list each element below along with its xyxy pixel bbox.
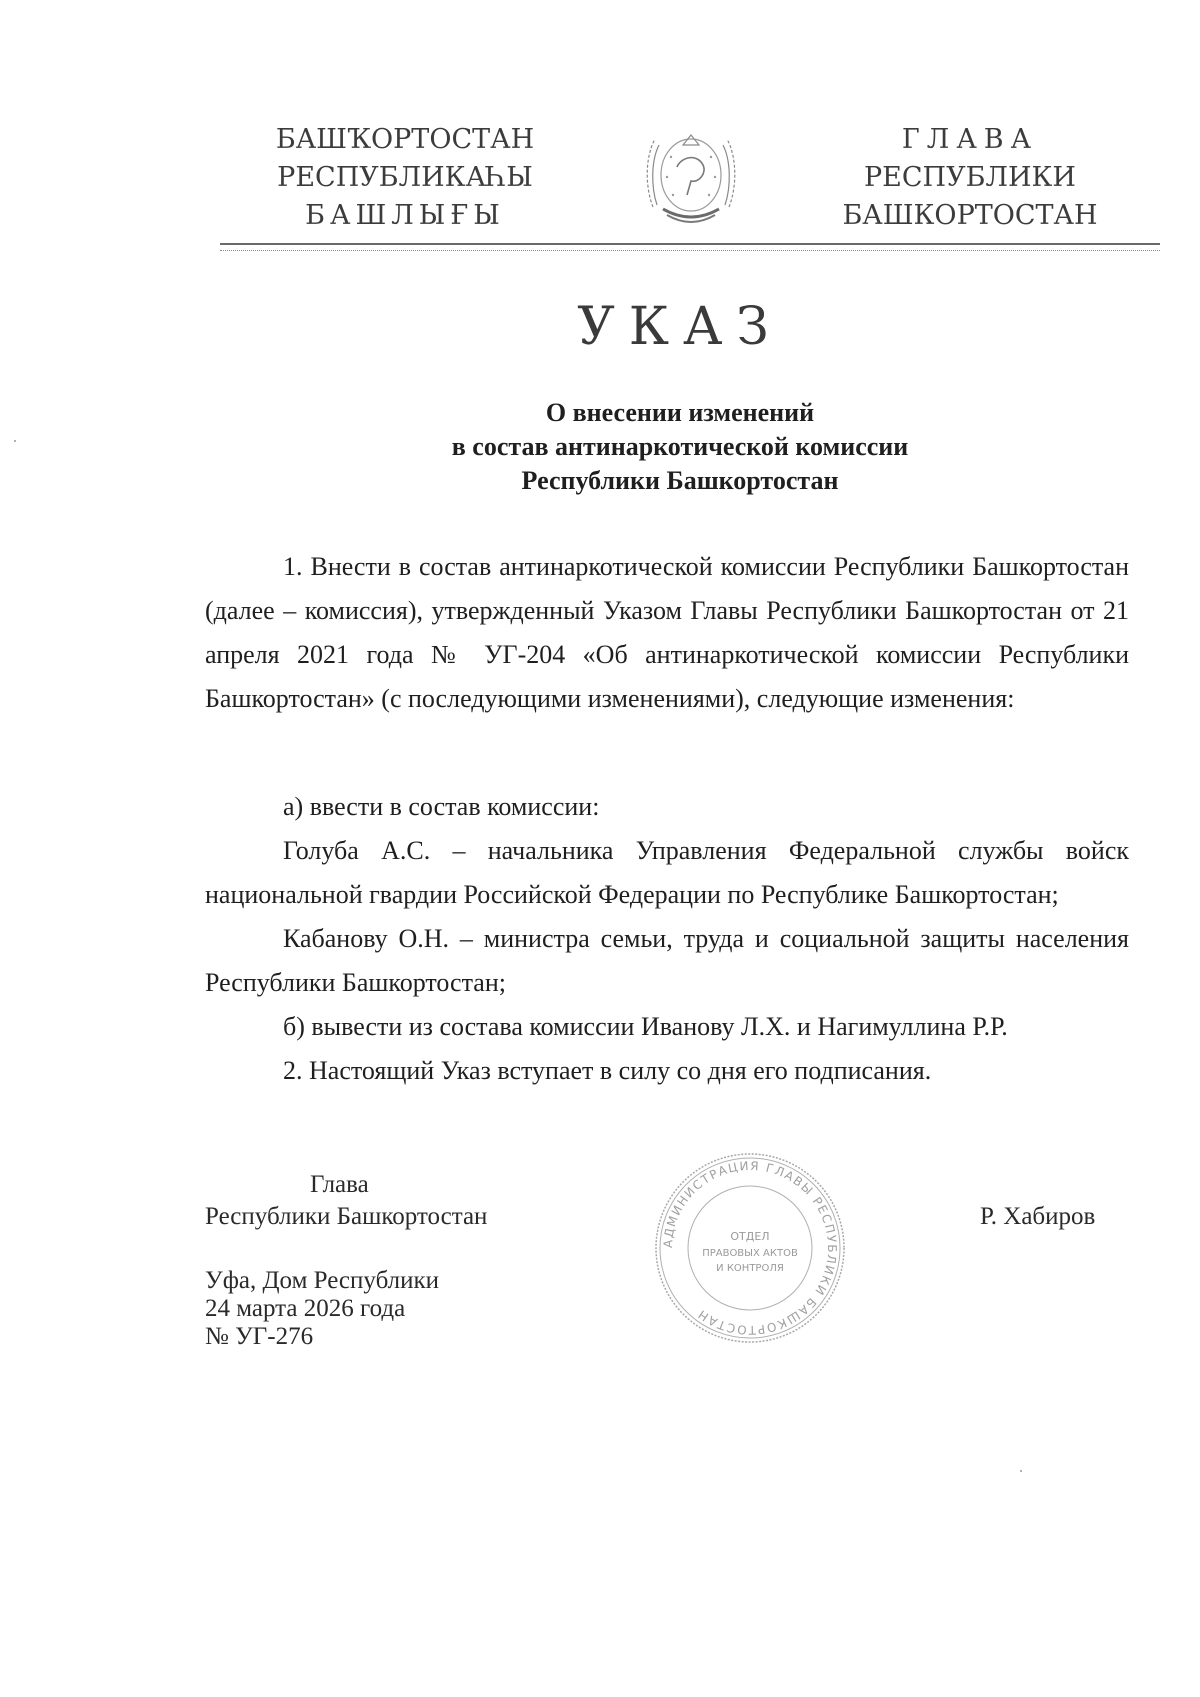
header-right-russian bbox=[820, 121, 1120, 235]
signing-place: Уфа, Дом Республики bbox=[205, 1267, 440, 1294]
decree-number: № УГ-276 bbox=[205, 1323, 314, 1350]
scan-speck bbox=[1020, 1470, 1022, 1472]
signatory-name: Р. Хабиров bbox=[980, 1203, 1096, 1230]
stamp-ring-text: АДМИНИСТРАЦИЯ ГЛАВЫ РЕСПУБЛИКИ БАШКОРТОСТАН bbox=[660, 1158, 840, 1338]
body-paragraph-1: 1. Внести в состав антинаркотической комиссии Республики Башкортостан (далее – комиссия), утвержденный Указом Главы Республики Башкортостан от 21 апреля 2021 года № УГ-204 «Об антинаркотической комиссии Республики Башкортостан» (с последующими изменениями), следующие изменения: bbox=[205, 552, 1129, 713]
header-left-bashkir bbox=[250, 121, 560, 235]
header-right-line-2: РЕСПУБЛИКИ bbox=[864, 162, 1076, 193]
subject-line-3: Республики Башкортостан bbox=[521, 466, 839, 495]
republic-coat-of-arms-icon bbox=[641, 117, 741, 235]
signatory-title-line-1: Глава bbox=[310, 1171, 369, 1198]
official-stamp bbox=[650, 1148, 850, 1348]
subject-line-2: в состав антинаркотической комиссии bbox=[451, 432, 909, 461]
header-right-line-1: ГЛАВА bbox=[901, 124, 1039, 155]
item-b: б) вывести из состава комиссии Иванову Л.Х. и Нагимуллина Р.Р. bbox=[283, 1012, 1008, 1041]
scan-speck bbox=[14, 440, 16, 442]
document-subject bbox=[320, 396, 1040, 498]
signatory-title-line-2: Республики Башкортостан bbox=[205, 1203, 488, 1230]
subject-line-1: О внесении изменений bbox=[545, 398, 815, 427]
header-left-line-2: РЕСПУБЛИКАҺЫ bbox=[277, 162, 533, 193]
item-2: 2. Настоящий Указ вступает в силу со дня его подписания. bbox=[283, 1056, 932, 1085]
document-type-title: УКАЗ bbox=[577, 297, 783, 357]
item-a: а) ввести в состав комиссии: bbox=[283, 792, 600, 821]
signing-date: 24 марта 2026 года bbox=[205, 1295, 406, 1322]
header-right-line-3: БАШКОРТОСТАН bbox=[842, 200, 1098, 231]
header-left-line-1: БАШҠОРТОСТАН bbox=[275, 124, 535, 155]
stamp-center-line-2: ПРАВОВЫХ АКТОВ bbox=[702, 1248, 798, 1259]
member-golub: Голуба А.С. – начальника Управления Федеральной службы войск национальной гвардии Российской Федерации по Республике Башкортостан; bbox=[205, 836, 1129, 909]
stamp-center-line-1: ОТДЕЛ bbox=[730, 1230, 770, 1243]
header-left-line-3: БАШЛЫҒЫ bbox=[305, 200, 505, 231]
member-kabanova: Кабанову О.Н. – министра семьи, труда и социальной защиты населения Республики Башкортостан; bbox=[205, 924, 1129, 997]
stamp-center-line-3: И КОНТРОЛЯ bbox=[716, 1263, 784, 1274]
header-divider bbox=[220, 243, 1160, 251]
